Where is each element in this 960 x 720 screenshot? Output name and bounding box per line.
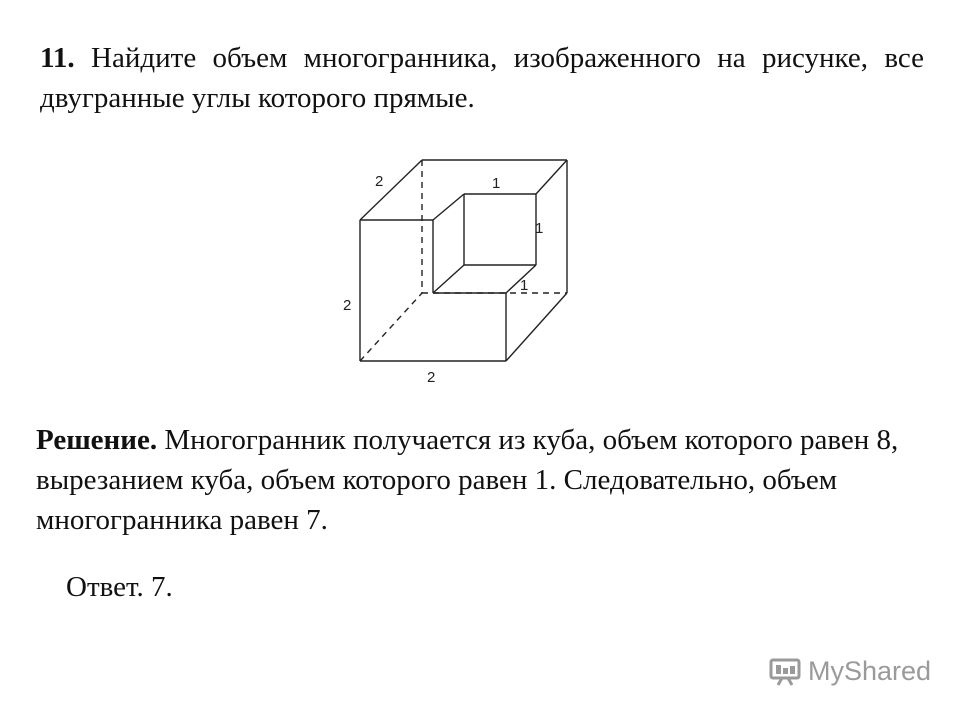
problem-text: Найдите объем многогранника, изображенного на рисунке, все двугранные углы которого прямые. bbox=[40, 42, 924, 114]
label-outer-width: 2 bbox=[427, 369, 436, 386]
label-outer-height: 2 bbox=[343, 297, 352, 314]
myshared-watermark bbox=[768, 656, 931, 687]
edge-top-left-depth bbox=[360, 160, 422, 220]
label-cut-bottom: 1 bbox=[520, 277, 529, 294]
solution-block bbox=[36, 420, 916, 540]
hidden-edge-depth bbox=[360, 293, 422, 361]
cut-edge-bottom-left-depth bbox=[433, 265, 464, 293]
presentation-board-icon bbox=[768, 657, 802, 687]
edge-bottom-right-depth bbox=[506, 293, 567, 361]
problem-number: 11. bbox=[40, 42, 75, 74]
polyhedron-figure bbox=[330, 150, 590, 395]
label-cut-right: 1 bbox=[535, 220, 544, 237]
solution-text: Многогранник получается из куба, объем которого равен 8, вырезанием куба, объем которого равен 1. Следовательно, объем многогранника равен 7. bbox=[36, 424, 899, 536]
label-outer-depth: 2 bbox=[375, 173, 384, 190]
solution-label: Решение. bbox=[36, 424, 158, 456]
label-cut-top: 1 bbox=[492, 175, 501, 192]
answer-line: Ответ. 7. bbox=[66, 571, 173, 603]
problem-statement bbox=[40, 38, 924, 118]
watermark-text: MyShared bbox=[808, 656, 932, 686]
cut-edge-top-left-depth bbox=[433, 194, 464, 220]
cut-edge-top-right-depth bbox=[536, 160, 567, 194]
polyhedron-drawing bbox=[330, 150, 590, 395]
